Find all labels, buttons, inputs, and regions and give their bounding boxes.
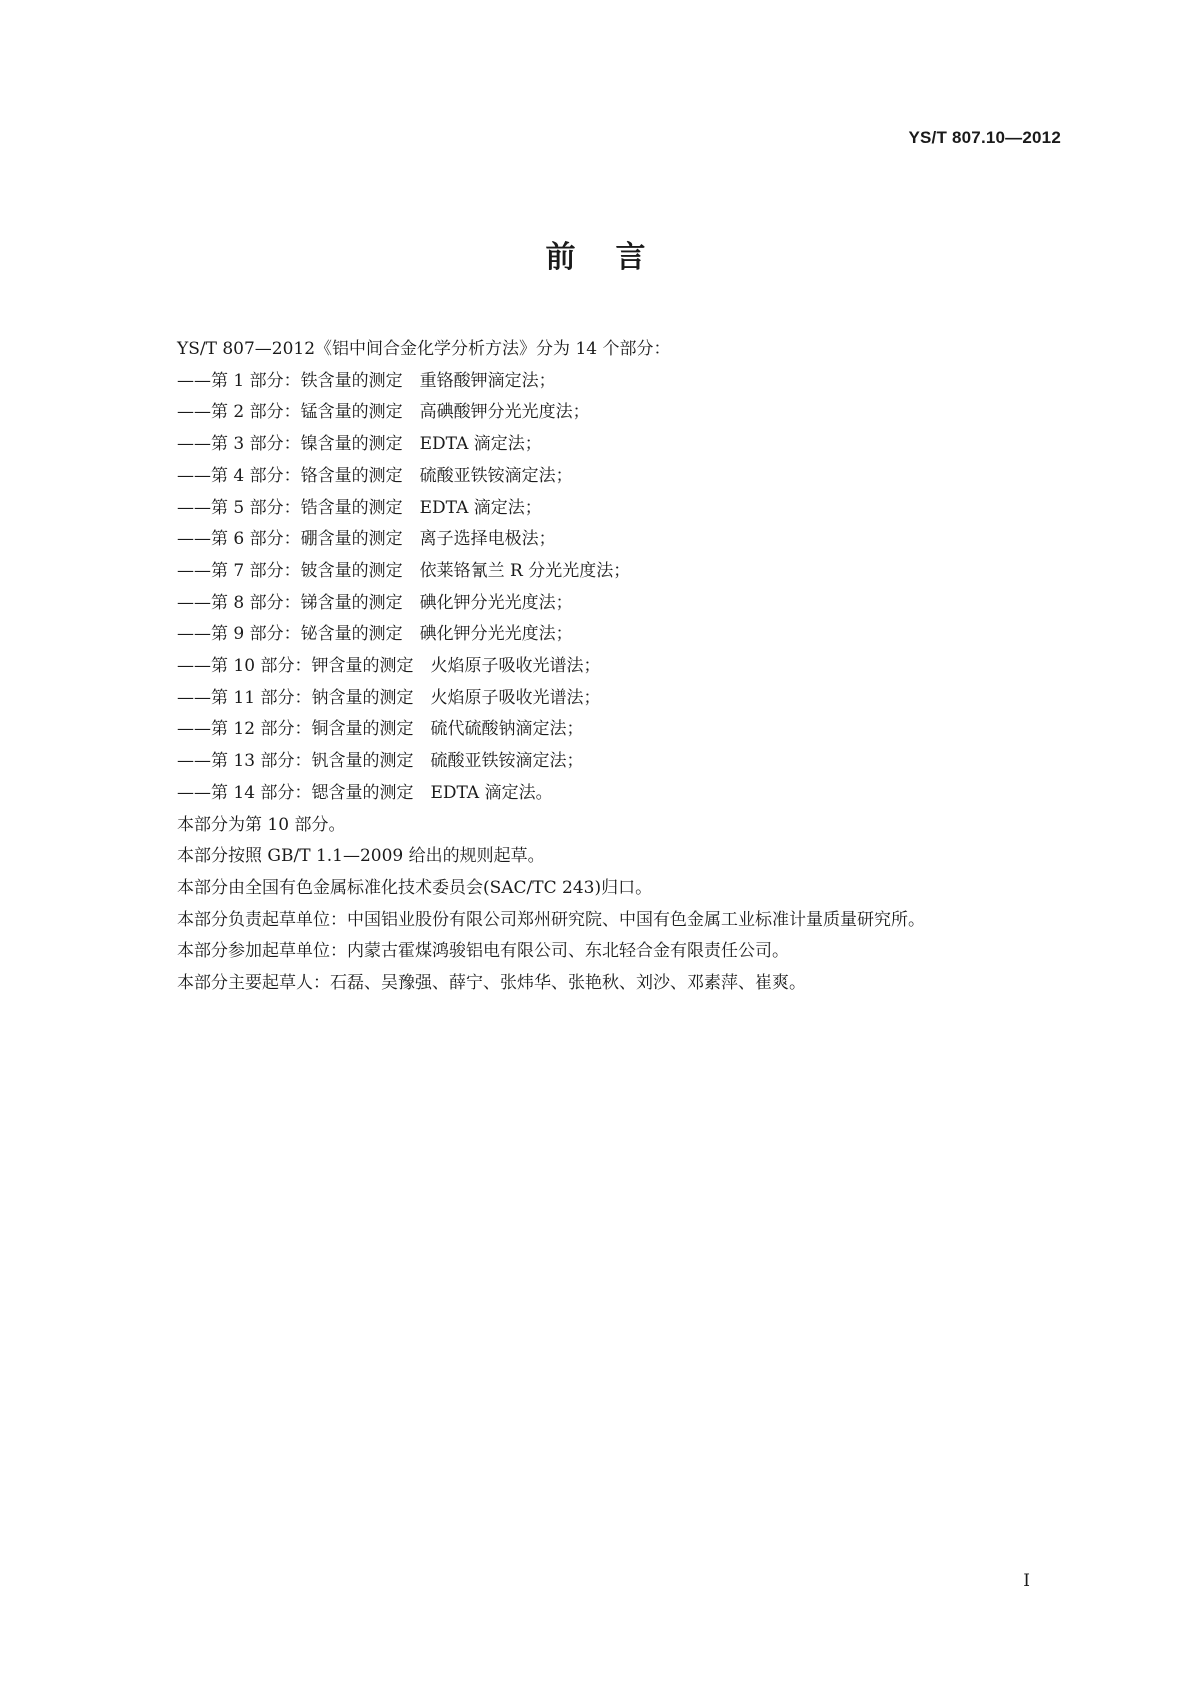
list-item: ——第 9 部分：铋含量的测定 碘化钾分光光度法； — [177, 624, 573, 645]
list-item: ——第 5 部分：锆含量的测定 EDTA 滴定法； — [177, 497, 542, 518]
list-item: ——第 11 部分：钠含量的测定 火焰原子吸收光谱法； — [177, 687, 601, 708]
list-item: ——第 2 部分：锰含量的测定 高碘酸钾分光光度法； — [177, 402, 590, 423]
list-item: ——第 7 部分：铍含量的测定 依莱铬氰兰 R 分光光度法； — [177, 560, 631, 581]
list-item: ——第 3 部分：镍含量的测定 EDTA 滴定法； — [177, 434, 542, 455]
drafters-paragraph: 本部分主要起草人：石磊、吴豫强、薛宁、张炜华、张艳秋、刘沙、邓素萍、崔爽。 — [177, 973, 806, 994]
list-item: ——第 4 部分：铬含量的测定 硫酸亚铁铵滴定法； — [177, 465, 573, 486]
committee-paragraph: 本部分由全国有色金属标准化技术委员会(SAC/TC 243)归口。 — [177, 877, 653, 898]
list-item: ——第 14 部分：锶含量的测定 EDTA 滴定法。 — [177, 782, 553, 803]
list-item: ——第 12 部分：铜含量的测定 硫代硫酸钠滴定法； — [177, 719, 584, 740]
intro-paragraph: YS/T 807—2012《铝中间合金化学分析方法》分为 14 个部分： — [177, 339, 671, 359]
list-item: ——第 13 部分：钒含量的测定 硫酸亚铁铵滴定法； — [177, 751, 584, 772]
page-title: 前言 — [545, 240, 686, 275]
parts-list — [124, 366, 1069, 810]
drafting-rules-paragraph: 本部分按照 GB/T 1.1—2009 给出的规则起草。 — [177, 846, 545, 867]
list-item: ——第 1 部分：铁含量的测定 重铬酸钾滴定法； — [177, 370, 556, 391]
participating-units-paragraph: 本部分参加起草单位：内蒙古霍煤鸿骏铝电有限公司、东北轻合金有限责任公司。 — [177, 941, 789, 962]
list-item: ——第 6 部分：硼含量的测定 离子选择电极法； — [177, 529, 556, 550]
responsible-units-paragraph: 本部分负责起草单位：中国铝业股份有限公司郑州研究院、中国有色金属工业标准计量质量研究所。 — [177, 909, 925, 930]
list-item: ——第 10 部分：钾含量的测定 火焰原子吸收光谱法； — [177, 656, 601, 677]
list-item: ——第 8 部分：锑含量的测定 碘化钾分光光度法； — [177, 592, 573, 613]
standard-code: YS/T 807.10—2012 — [908, 128, 1061, 147]
page-number: I — [1023, 1571, 1030, 1591]
foreword-body — [124, 334, 1069, 1000]
part-statement-paragraph: 本部分为第 10 部分。 — [177, 814, 346, 835]
